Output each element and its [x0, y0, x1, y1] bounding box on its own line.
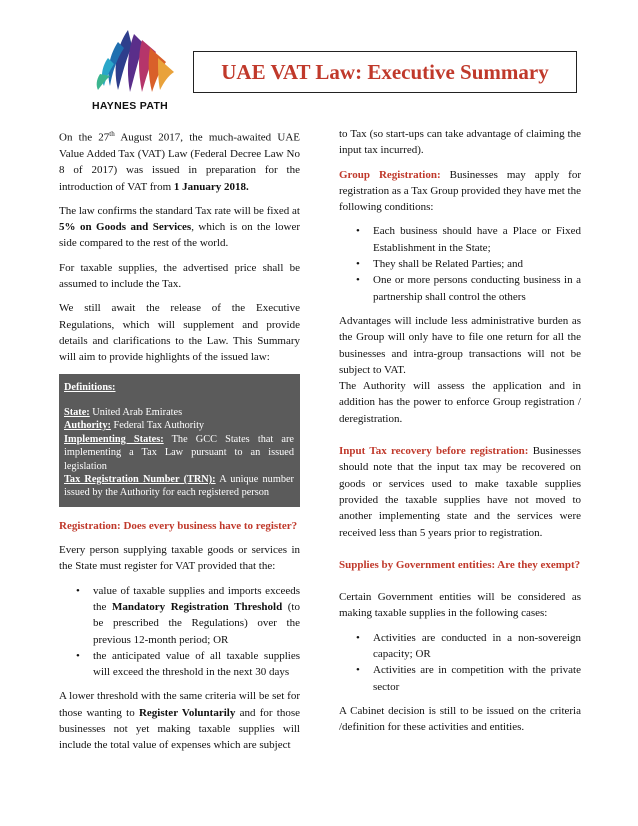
rate-text-a: The law confirms the standard Tax rate will be fixed at [59, 204, 300, 217]
right-column [339, 126, 581, 744]
definition-item [64, 419, 294, 432]
logo-text: HAYNES PATH [92, 100, 169, 112]
list-item: • the anticipated value of all taxable supplies will exceed the threshold in the next 30 days [93, 648, 300, 681]
voluntary-paragraph [59, 688, 300, 753]
logo-icon [88, 24, 178, 104]
registration-heading: Registration: Does every business have to register? [59, 519, 298, 532]
group-bullets [339, 223, 581, 304]
rate-text-b: , which is on the lower side compared to the rest of the world. [59, 221, 301, 250]
definition-desc: Federal Tax Authority [110, 420, 205, 432]
definition-term: Authority: [64, 420, 111, 432]
definitions-box [59, 374, 300, 507]
input-tax-text: Businesses should note that the input tax may be recovered on goods or services used to make taxable supplies provided the taxable supplies have not moved to another implementing state and the services were received less than 5 years prior to registration. [339, 445, 581, 539]
intro-sup: th [109, 130, 115, 138]
price-paragraph: For taxable supplies, the advertised price shall be assumed to include the Tax. [59, 261, 300, 291]
list-item: • Activities are in competition with the private sector [373, 662, 581, 695]
government-paragraph: Certain Government entities will be considered as making taxable supplies in the following cases: [339, 591, 581, 620]
definition-term: Tax Registration Number (TRN): [64, 473, 216, 485]
voluntary-bold: Register Voluntarily [138, 706, 236, 719]
continued-paragraph: to Tax (so start-ups can take advantage of claiming the input tax incurred). [339, 128, 581, 157]
definition-desc: The GCC States that are implementing a Tax Law pursuant to an issued legislation [64, 433, 294, 472]
cabinet-paragraph: A Cabinet decision is still to be issued on the criteria /definition for these activities and entities. [339, 704, 581, 734]
intro-date: 1 January 2018. [173, 180, 249, 193]
bullet-text-b: (to be prescribed the Regulations) over the previous 12-month period; OR [93, 600, 300, 646]
list-item: • Each business should have a Place or Fixed Establishment in the State; [373, 223, 581, 256]
group-heading: Group Registration: [339, 168, 441, 181]
group-paragraph [339, 167, 581, 216]
definition-item [64, 433, 294, 473]
definition-item [64, 406, 294, 419]
bullet-text-a: value of taxable supplies and imports exceeds the [93, 584, 300, 613]
authority-paragraph: The Authority will assess the application and in addition has the power to enforce Group registration / deregistration. [339, 380, 581, 425]
definition-item [64, 473, 294, 500]
bullet-bold: Mandatory Registration Threshold [112, 600, 283, 613]
regulations-paragraph: We still await the release of the Executive Regulations, which will supplement and provide details and clarifications to the Law. This Summary will aim to provide highlights of the issued law: [59, 302, 300, 364]
title-box [193, 51, 577, 93]
list-item [93, 583, 300, 648]
intro-paragraph [59, 126, 300, 195]
definition-term: State: [64, 406, 90, 418]
government-heading: Supplies by Government entities: Are they exempt? [339, 558, 581, 571]
advantages-paragraph: Advantages will include less administrative burden as the Group will only have to file one return for all the businesses and intra-group transactions will not be subject to VAT. [339, 314, 581, 376]
input-tax-paragraph [339, 443, 581, 541]
voluntary-text-b: and for those businesses not yet making taxable supplies will include the total value of expenses which are subject [59, 706, 301, 752]
definitions-heading: Definitions: [64, 381, 116, 393]
intro-text-b: August 2017, the much-awaited UAE Value Added Tax (VAT) Law (Federal Decree Law No 8 of 2017) was issued in preparation for the introduction of VAT from [59, 131, 300, 193]
list-item: • Activities are conducted in a non-sovereign capacity; OR [373, 630, 581, 663]
list-item: • They shall be Related Parties; and [373, 256, 581, 272]
voluntary-text-a: A lower threshold with the same criteria will be set for those wanting to [59, 690, 300, 719]
rate-paragraph [59, 203, 300, 252]
registration-paragraph: Every person supplying taxable goods or services in the State must register for VAT provided that the: [59, 544, 300, 573]
page-title: UAE VAT Law: Executive Summary [221, 59, 549, 84]
definition-desc: A unique number issued by the Authority for each registered person [64, 473, 294, 499]
rate-bold: 5% on Goods and Services [59, 221, 192, 234]
definition-desc: United Arab Emirates [89, 406, 183, 418]
registration-bullets [59, 583, 300, 681]
list-item: • One or more persons conducting business in a partnership shall control the others [373, 272, 581, 305]
input-tax-heading: Input Tax recovery before registration: [339, 445, 529, 458]
definition-term: Implementing States: [64, 433, 164, 445]
government-bullets [339, 630, 581, 695]
group-text: Businesses may apply for registration as a Tax Group provided they have met the following conditions: [339, 168, 582, 214]
left-column [59, 126, 300, 762]
intro-text-a: On the 27 [59, 131, 110, 144]
